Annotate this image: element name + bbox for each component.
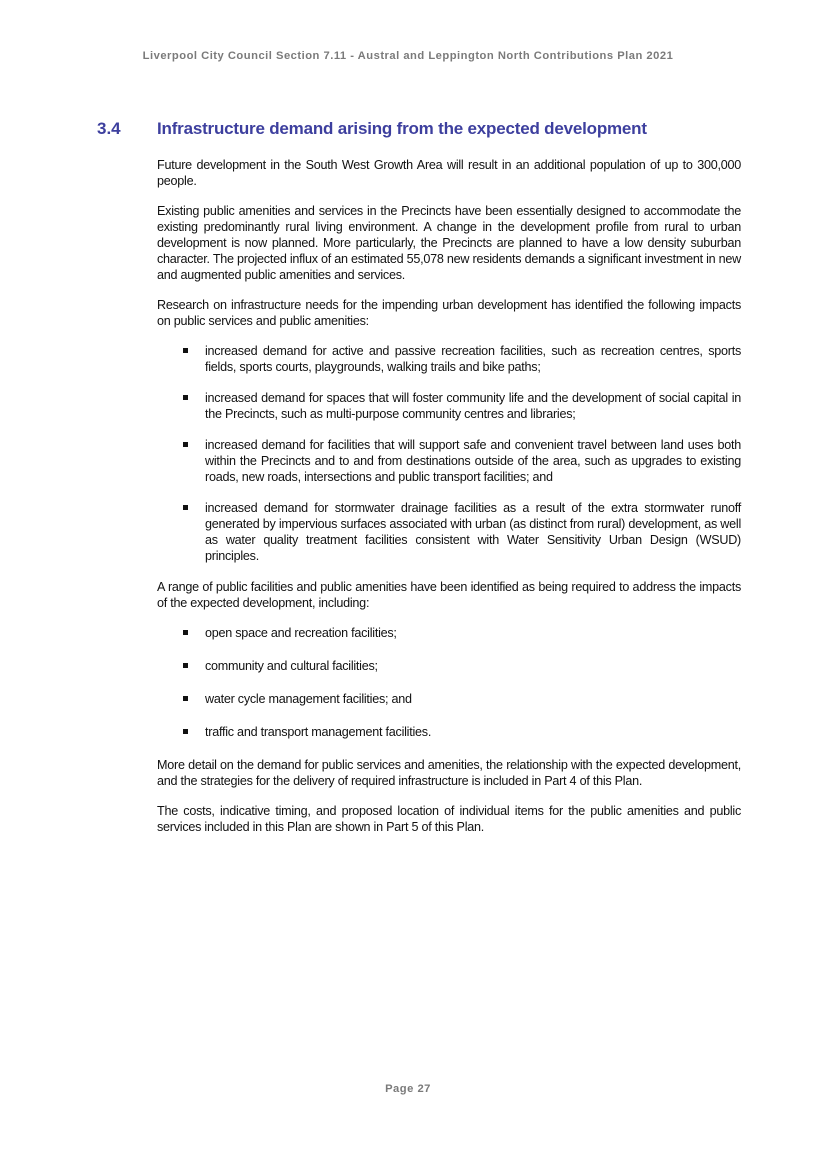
bullet-square-icon bbox=[183, 348, 188, 353]
list-item bbox=[157, 658, 741, 674]
list-item-text: increased demand for active and passive recreation facilities, such as recreation centres, sports fields, sports courts, playgrounds, walking trails and bike paths; bbox=[205, 344, 741, 374]
section-body bbox=[157, 157, 741, 849]
paragraph: Existing public amenities and services in the Precincts have been essentially designed to accommodate the existing predominantly rural living environment. A change in the development profile from rural to urban development is now planned. More particularly, the Precincts are planned to have a low density suburban character. The projected influx of an estimated 55,078 new residents demands a significant investment in new and augmented public amenities and services. bbox=[157, 204, 741, 282]
section-number: 3.4 bbox=[97, 119, 121, 138]
paragraph: More detail on the demand for public services and amenities, the relationship with the expected development, and the strategies for the delivery of required infrastructure is included in Part 4 of this Plan. bbox=[157, 758, 741, 788]
bullet-square-icon bbox=[183, 505, 188, 510]
list-item bbox=[157, 437, 741, 485]
list-item-text: increased demand for stormwater drainage facilities as a result of the extra stormwater runoff generated by impervious surfaces associated with urban (as distinct from rural) development, as well as water quality treatment facilities consistent with Water Sensitivity Urban Design (WSUD) principles. bbox=[205, 501, 741, 563]
list-item-text: increased demand for spaces that will foster community life and the development of social capital in the Precincts, such as multi-purpose community centres and libraries; bbox=[205, 391, 741, 421]
bullet-square-icon bbox=[183, 442, 188, 447]
bullet-square-icon bbox=[183, 395, 188, 400]
bullet-square-icon bbox=[183, 663, 188, 668]
facilities-list bbox=[157, 625, 741, 740]
list-item bbox=[157, 343, 741, 375]
list-item-text: traffic and transport management facilities. bbox=[205, 725, 432, 739]
list-item bbox=[157, 691, 741, 707]
paragraph: A range of public facilities and public amenities have been identified as being required to address the impacts of the expected development, including: bbox=[157, 580, 741, 610]
paragraph: Future development in the South West Growth Area will result in an additional population of up to 300,000 people. bbox=[157, 158, 741, 188]
paragraph: Research on infrastructure needs for the impending urban development has identified the following impacts on public services and public amenities: bbox=[157, 298, 741, 328]
impacts-list bbox=[157, 343, 741, 564]
list-item-text: increased demand for facilities that will support safe and convenient travel between land uses both within the Precincts and to and from destinations outside of the area, such as upgrades to existing roads, new roads, intersections and public transport facilities; and bbox=[205, 438, 741, 484]
section-title: Infrastructure demand arising from the expected development bbox=[157, 119, 647, 138]
list-item-text: water cycle management facilities; and bbox=[205, 692, 412, 706]
list-item bbox=[157, 390, 741, 422]
bullet-square-icon bbox=[183, 729, 188, 734]
list-item bbox=[157, 724, 741, 740]
list-item-text: community and cultural facilities; bbox=[205, 659, 378, 673]
list-item-text: open space and recreation facilities; bbox=[205, 626, 397, 640]
running-header: Liverpool City Council Section 7.11 - Austral and Leppington North Contributions Plan 2021 bbox=[142, 50, 674, 62]
bullet-square-icon bbox=[183, 630, 188, 635]
paragraph: The costs, indicative timing, and proposed location of individual items for the public amenities and public services included in this Plan are shown in Part 5 of this Plan. bbox=[157, 804, 741, 834]
list-item bbox=[157, 625, 741, 641]
bullet-square-icon bbox=[183, 696, 188, 701]
list-item bbox=[157, 500, 741, 564]
page-number: Page 27 bbox=[385, 1083, 431, 1095]
